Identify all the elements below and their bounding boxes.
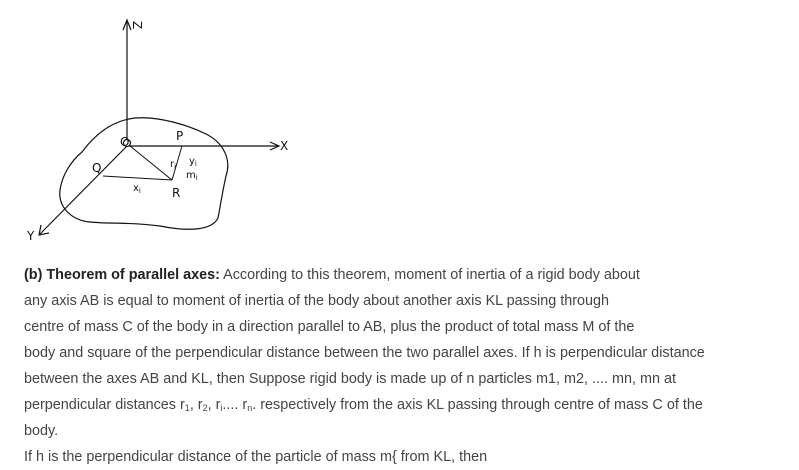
text-line-5: between the axes AB and KL, then Suppose rigid body is made up of n particles m1, m2, .... mn, mn at bbox=[24, 371, 676, 387]
theorem-text bbox=[24, 262, 774, 470]
text-line-6: perpendicular distances $r_1$, $r_2$, $r_i$.... $r_n$. respectively from the axis KL passing through centre of mass C of the bbox=[24, 397, 703, 413]
mi-label: $m_i$ bbox=[186, 170, 198, 182]
line-o-r bbox=[130, 146, 172, 180]
text-line-3: centre of mass C of the body in a direction parallel to AB, plus the product of total mass M of the bbox=[24, 319, 635, 335]
theorem-heading: (b) Theorem of parallel axes: bbox=[24, 267, 220, 283]
point-r-label: R bbox=[172, 186, 181, 200]
origin-label: O bbox=[120, 135, 130, 149]
text-line-4: body and square of the perpendicular distance between the two parallel axes. If h is perpendicular distance bbox=[24, 345, 705, 361]
text-line-7: body. bbox=[24, 423, 59, 439]
xi-label: $x_i$ bbox=[133, 183, 141, 195]
rigid-body-outline bbox=[60, 118, 228, 230]
ri-label: $r_i$ bbox=[170, 159, 177, 171]
point-q-label: Q bbox=[92, 161, 102, 175]
z-axis-label: Z bbox=[130, 21, 144, 30]
rigid-body-axes-diagram bbox=[0, 0, 330, 250]
line-q-r bbox=[103, 176, 172, 180]
text-line-8: If h is the perpendicular distance of the particle of mass m{ from KL, then bbox=[24, 449, 488, 465]
y-axis-label: Y bbox=[27, 229, 35, 243]
point-p-label: P bbox=[176, 129, 184, 143]
text-line-2: any axis AB is equal to moment of inertia of the body about another axis KL passing through bbox=[24, 293, 610, 309]
text-line-1: (b) Theorem of parallel axes: According to this theorem, moment of inertia of a rigid body about bbox=[24, 267, 640, 283]
yi-label: $y_i$ bbox=[189, 156, 197, 168]
x-axis-label: X bbox=[280, 139, 289, 153]
